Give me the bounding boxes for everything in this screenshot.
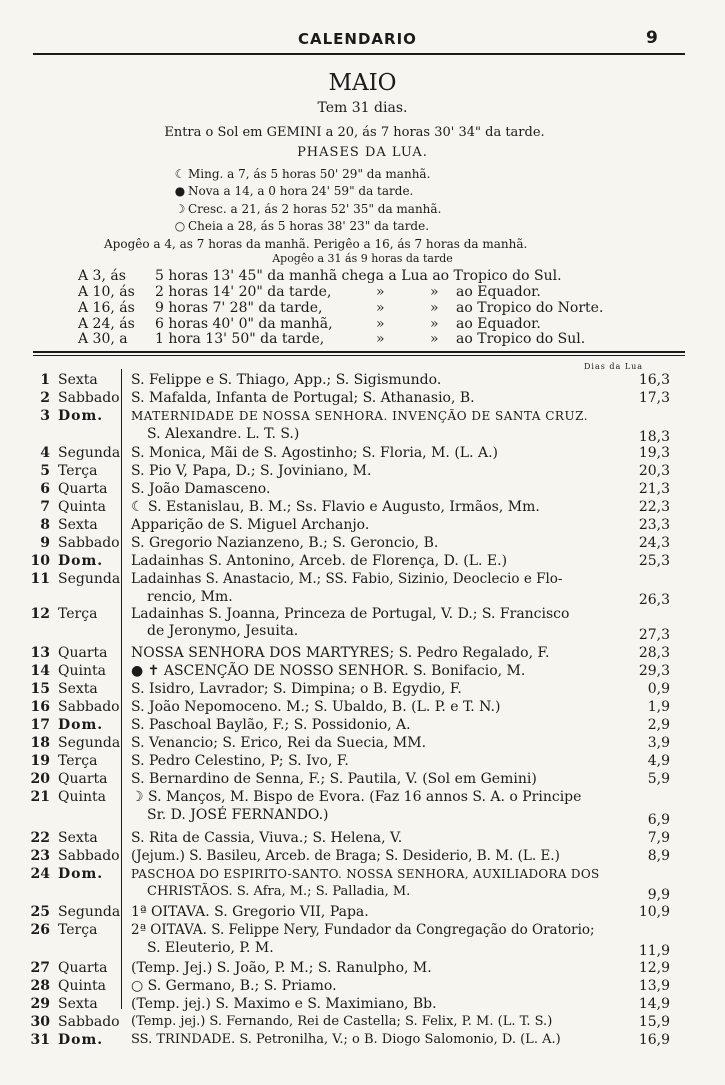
apogee-line-2: Apogêo a 31 ás 9 horas da tarde [272,252,453,265]
table-rule-top [33,351,685,353]
phase-row [172,167,430,182]
moon-phase-icon: ● [174,184,186,198]
phase-text: Cresc. a 21, ás 2 horas 52' 35" da manhã. [188,202,442,216]
header-rule [33,53,685,55]
moon-phase-icon: ☾ [174,167,186,181]
moon-age-header: Dias da Lua [584,362,644,371]
sun-entry: Entra o Sol em GEMINI a 20, ás 7 horas 30' 34" da tarde. [164,125,545,140]
page-number: 9 [646,28,659,48]
phase-row [172,184,413,199]
moon-phase-icon: ○ [174,219,186,233]
apogee-line: Apogêo a 4, as 7 horas da manhã. Perigêo a 16, ás 7 horas da manhã. [104,237,528,251]
phase-row [172,219,429,234]
month-title: MAIO [328,70,397,96]
phase-text: Nova a 14, a 0 hora 24' 59" da tarde. [188,184,414,198]
moon-phase-icon: ☽ [174,202,186,216]
table-rule-bottom [33,355,685,356]
column-divider [121,369,122,1009]
phase-text: Ming. a 7, ás 5 horas 50' 29" da manhã. [188,167,431,181]
days-count: Tem 31 dias. [317,100,408,116]
phase-row [172,202,441,217]
running-title: CALENDARIO [298,30,417,48]
phases-title: PHASES DA LUA. [297,145,428,160]
phase-text: Cheia a 28, ás 5 horas 38' 23" da tarde. [188,219,430,233]
